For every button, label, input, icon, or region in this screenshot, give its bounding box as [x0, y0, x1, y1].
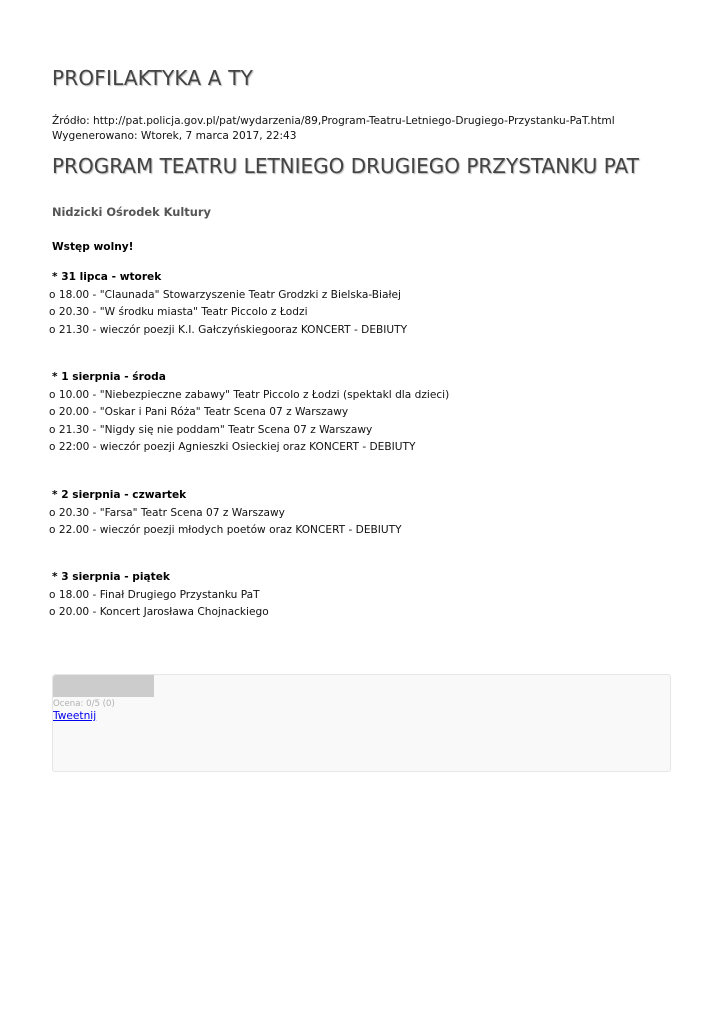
day-heading: * 1 sierpnia - środa: [52, 371, 166, 383]
event-item: o 20.00 - "Oskar i Pani Róża" Teatr Scena 07 z Warszawy: [49, 406, 349, 418]
free-entry-notice: Wstęp wolny!: [52, 241, 134, 253]
event-item: o 22:00 - wieczór poezji Agnieszki Osieckiej oraz KONCERT - DEBIUTY: [49, 441, 416, 453]
event-item: o 18.00 - Finał Drugiego Przystanku PaT: [49, 588, 260, 601]
schedule-day: [49, 269, 408, 339]
article-title: PROGRAM TEATRU LETNIEGO DRUGIEGO PRZYSTANKU PAT: [52, 154, 639, 178]
event-item: o 18.00 - "Claunada" Stowarzyszenie Teatr Grodzki z Bielska-Białej: [49, 288, 401, 301]
schedule-day: [49, 369, 450, 457]
schedule-day: [49, 487, 402, 540]
generated-date-text: Wygenerowano: Wtorek, 7 marca 2017, 22:43: [52, 130, 297, 142]
rating-panel: [52, 674, 671, 772]
rating-stars-bar[interactable]: [53, 675, 154, 697]
day-heading: * 31 lipca - wtorek: [52, 271, 162, 283]
tweet-link[interactable]: Tweetnij: [53, 710, 97, 722]
event-item: o 20.00 - Koncert Jarosława Chojnackiego: [49, 606, 269, 618]
event-item: o 21.30 - wieczór poezji K.I. Gałczyńskiegooraz KONCERT - DEBIUTY: [49, 323, 408, 336]
event-item: o 20.30 - "W środku miasta" Teatr Piccolo z Łodzi: [49, 306, 308, 318]
rating-text: Ocena: 0/5 (0): [53, 699, 115, 709]
organizer-name: Nidzicki Ośrodek Kultury: [52, 205, 211, 219]
day-heading: * 3 sierpnia - piątek: [52, 571, 170, 583]
event-item: o 20.30 - "Farsa" Teatr Scena 07 z Warszawy: [49, 506, 285, 519]
document-meta: [52, 114, 615, 144]
event-item: o 21.30 - "Nigdy się nie poddam" Teatr Scena 07 z Warszawy: [49, 423, 373, 436]
schedule-day: [49, 569, 269, 622]
event-item: o 10.00 - "Niebezpieczne zabawy" Teatr Piccolo z Łodzi (spektakl dla dzieci): [49, 388, 450, 401]
site-title: PROFILAKTYKA A TY: [52, 66, 254, 90]
day-heading: * 2 sierpnia - czwartek: [52, 489, 187, 501]
event-item: o 22.00 - wieczór poezji młodych poetów oraz KONCERT - DEBIUTY: [49, 524, 402, 536]
source-url-text: Źródło: http://pat.policja.gov.pl/pat/wydarzenia/89,Program-Teatru-Letniego-Drugiego-Przystanku-PaT.html: [52, 115, 615, 127]
